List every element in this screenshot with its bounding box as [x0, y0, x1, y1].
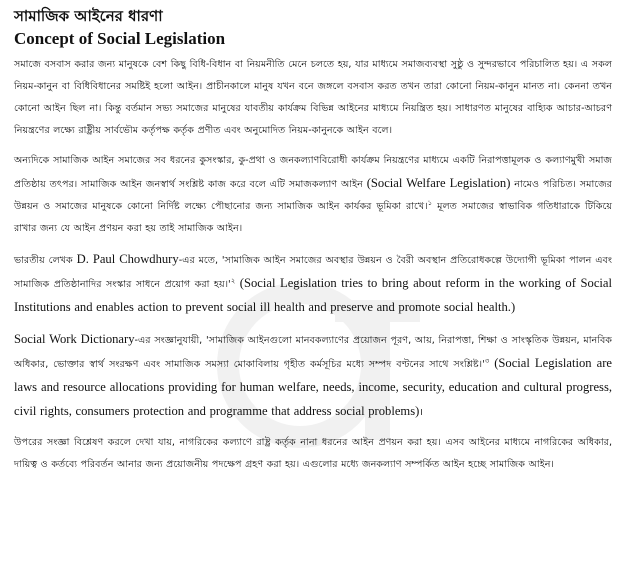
- text: সমাজে বসবাস করার জন্য মানুষকে বেশ কিছু বিধি-বিধান বা নিয়মনীতি মেনে চলতে হয়, যার মাধ্যমে সমাজব্যবস্থা সুষ্ঠু ও সুন্দরভাবে পরিচালিত হয়। এ সকল নিয়ম-কানুন বা বিধিবিধানের সমষ্টিই হলো আইন। প্রাচীনকালে মানুষ যখন বনে জঙ্গলে বসবাস করত তখন তারা কোনো নিয়ম-কানুন মানত না। কেননা তখন কোনো আইন ছিল না। কিন্তু বর্তমান সভ্য সমাজের মানুষের যাবতীয় কার্যক্রম বিভিন্ন আইনের মাধ্যমে নিয়ন্ত্রিত হয়। সাধারণত মানুষের বাহ্যিক আচার-আচরণ নিয়ন্ত্রণের লক্ষ্যে রাষ্ট্রীয় সার্বভৌম কর্তৃপক্ষ কর্তৃক প্রণীত এবং অনুমোদিত নিয়ম-কানুনকে আইন বলে।: [14, 59, 612, 136]
- paragraph-5: [14, 432, 612, 476]
- source-name: Social Work Dictionary: [14, 332, 135, 346]
- title-english: Concept of Social Legislation: [14, 29, 226, 48]
- text: -এর মতে, 'সামাজিক আইন সমাজের অবস্থার উন্নয়ন ও বৈরী অবস্থান প্রতিরোধকল্পে উদ্যোগী ভূমিকা পালন এবং সামাজিক প্রতিষ্ঠানাদির সংস্কার সাধনে প্রয়োগ করা হয়।': [14, 255, 613, 290]
- paragraph-4: [14, 328, 612, 424]
- text: নামেও পরিচিত। সমাজের উন্নয়ন ও সমাজের মানুষকে কোনো নির্দিষ্ট লক্ষ্যে পৌছানোর জন্য সামাজিক আইন কার্যকর ভূমিকা রাখে।: [14, 179, 612, 212]
- author-name: D. Paul Chowdhury: [76, 252, 179, 266]
- paragraph-3: [14, 248, 612, 320]
- english-term: (Social Welfare Legislation): [366, 176, 511, 190]
- document-page: [14, 6, 612, 484]
- text: উপরের সংজ্ঞা বিশ্লেষণ করলে দেখা যায়, নাগরিকের কল্যাণে রাষ্ট্র কর্তৃক নানা ধরনের আইন প্রণয়ন করা হয়। এসব আইনের মাধ্যমে নাগরিকের অধিকার, দায়িত্ব ও কর্তব্যে পরিবর্তন আনার জন্য প্রয়োজনীয় পদক্ষেপ গ্রহণ করা হয়। এগুলোর মধ্যে জনকল্যাণ সম্পর্কিত আইন হচ্ছে সামাজিক আইন।: [14, 437, 612, 470]
- paragraph-2: [14, 150, 612, 240]
- text: ।: [419, 407, 423, 418]
- footnote-ref: ৩: [484, 356, 490, 365]
- text: অন্যদিকে সামাজিক আইন সমাজের সব ধরনের কুসংস্কার, কু-প্রথা ও জনকল্যাণবিরোধী কার্যক্রম নিয়ন্ত্রণের মাধ্যমে একটি নিরাপত্তামূলক ও কল্যাণমুখী সমাজ প্রতিষ্ঠায় তৎপর। সামাজিক আইন জনস্বার্থ সংশ্লিষ্ট কাজ করে বলে এটি সমাজকল্যাণ আইন: [14, 155, 612, 190]
- text: মূলত সমাজের স্বাভাবিক গতিধারাকে টিকিয়ে রাখার জন্য যে আইন প্রণয়ন করা হয় তাই সামাজিক আইন।: [14, 201, 612, 234]
- english-quote: (Social Legislation tries to bring about reform in the working of Social Institutions and enables action to prevent social ill health and preserve and promote social health.): [14, 276, 612, 314]
- paragraph-1: [14, 54, 612, 142]
- title-bengali: সামাজিক আইনের ধারণা: [14, 7, 163, 25]
- footnote-ref: ২: [230, 276, 236, 285]
- footnote-ref: ১: [427, 198, 433, 207]
- text: -এর সংজ্ঞানুযায়ী, 'সামাজিক আইনগুলো মানবকল্যাণের প্রয়োজন পূরণ, আয়, নিরাপত্তা, শিক্ষা ও সাংস্কৃতিক উন্নয়ন, মানবিক অধিকার, ভোক্তার স্বার্থ সংরক্ষণ এবং সামাজিক সমস্যা মোকাবিলায় গৃহীত কর্মসূচির মধ্যে সম্পদ বণ্টনের সাথে সংশ্লিষ্ট।': [14, 335, 612, 370]
- english-quote: (Social Legislation are laws and resource allocations providing for human welfare, needs, income, security, education and cultural progress, civil rights, consumers protection and programme that address social problems): [14, 356, 612, 418]
- text: ভারতীয় লেখক: [14, 255, 73, 266]
